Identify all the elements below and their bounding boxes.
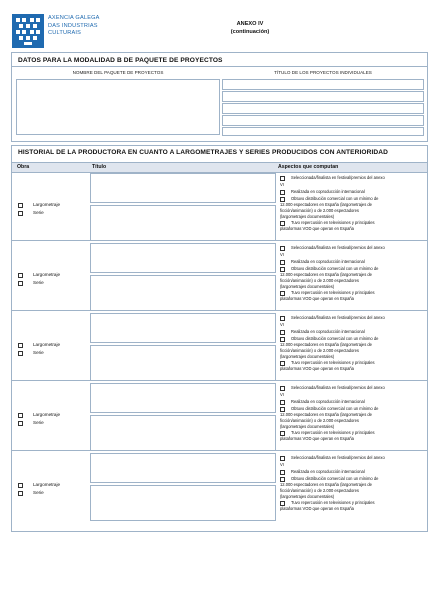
section-title: HISTORIAL DE LA PRODUCTORA EN CUANTO A LARGOMETRAJES Y SERIES PRODUCIDOS CON ANTERIORIDAD [18, 149, 388, 156]
divider [12, 450, 427, 451]
project-title-field[interactable] [222, 79, 424, 90]
project-title-field[interactable] [222, 127, 424, 136]
serie-checkbox[interactable] [18, 211, 23, 216]
column-header-aspectos: Aspectos que computan [278, 164, 339, 170]
modality-b-section [11, 52, 428, 142]
aspect-label: (largometrajes documentales) [280, 284, 335, 289]
serie-checkbox[interactable] [18, 281, 23, 286]
serie-checkbox[interactable] [18, 351, 23, 356]
largometraje-checkbox[interactable] [18, 343, 23, 348]
aspect-label: 12.000 espectadores en España (largometrajes de [280, 272, 372, 277]
aspect-label: Realizada en coproducción internacional [291, 469, 365, 474]
aspect-label: ficción/animación) o de 2.000 espectadores [280, 488, 359, 493]
aspect-label: plataformas VOD que operan en España [280, 226, 354, 231]
aspect-label: Realizada en coproducción internacional [291, 259, 365, 264]
column-header-package-name: NOMBRE DEL PAQUETE DE PROYECTOS [72, 70, 164, 75]
aspect-label: ficción/animación) o de 2.000 espectadores [280, 348, 359, 353]
annex-title: ANEXO IV [236, 21, 264, 27]
logo-line: CULTURAIS [48, 30, 82, 37]
aspect-label: VI [280, 392, 284, 397]
galicia-crest-icon [12, 14, 44, 48]
aspect-label: Seleccionada/finalista en festival/premios del anexo [291, 455, 385, 460]
largometraje-label: Largometraje [33, 202, 61, 207]
divider [12, 240, 427, 241]
largometraje-label: Largometraje [33, 342, 61, 347]
aspect-checkbox-festival[interactable] [280, 176, 285, 181]
title-field-extra[interactable] [90, 415, 276, 451]
serie-checkbox[interactable] [18, 421, 23, 426]
aspect-label: Obtuvo distribución comercial con un mínimo de [291, 196, 379, 201]
aspect-checkbox-coproduction[interactable] [280, 330, 285, 335]
aspect-label: Tuvo repercusión en televisiones y principales [291, 290, 375, 295]
annex-subtitle: (continuación) [230, 29, 270, 35]
serie-label: Serie [33, 280, 44, 285]
aspect-label: Realizada en coproducción internacional [291, 399, 365, 404]
aspect-label: plataformas VOD que operan en España [280, 296, 354, 301]
logo-text [48, 15, 108, 38]
largometraje-checkbox[interactable] [18, 413, 23, 418]
aspect-label: Realizada en coproducción internacional [291, 189, 365, 194]
aspect-label: Seleccionada/finalista en festival/premios del anexo [291, 385, 385, 390]
history-row [12, 452, 427, 521]
logo-line: DAS INDUSTRIAS [48, 22, 98, 29]
package-name-field[interactable] [16, 79, 220, 135]
section-title: DATOS PARA LA MODALIDAD B DE PAQUETE DE PROYECTOS [18, 57, 223, 64]
aspect-label: VI [280, 322, 284, 327]
aspect-label: 12.000 espectadores en España (largometrajes de [280, 482, 372, 487]
aspect-label: (largometrajes documentales) [280, 214, 335, 219]
title-field[interactable] [90, 313, 276, 343]
divider [12, 66, 427, 67]
aspect-label: Tuvo repercusión en televisiones y principales [291, 430, 375, 435]
aspect-label: (largometrajes documentales) [280, 494, 335, 499]
history-row [12, 172, 427, 241]
logo-line: AXENCIA GALEGA [48, 15, 100, 21]
largometraje-label: Largometraje [33, 272, 61, 277]
largometraje-checkbox[interactable] [18, 273, 23, 278]
title-field-extra[interactable] [90, 275, 276, 311]
agency-logo [12, 14, 100, 50]
aspect-label: Seleccionada/finalista en festival/premios del anexo [291, 315, 385, 320]
aspect-checkbox-festival[interactable] [280, 316, 285, 321]
aspect-checkbox-coproduction[interactable] [280, 260, 285, 265]
largometraje-label: Largometraje [33, 482, 61, 487]
production-history-section [11, 145, 428, 532]
divider [12, 380, 427, 381]
serie-label: Serie [33, 490, 44, 495]
aspect-label: 12.000 espectadores en España (largometrajes de [280, 412, 372, 417]
column-header-obra: Obra [17, 164, 30, 170]
aspect-checkbox-coproduction[interactable] [280, 400, 285, 405]
aspect-label: ficción/animación) o de 2.000 espectadores [280, 208, 359, 213]
title-field[interactable] [90, 453, 276, 483]
title-field-extra[interactable] [90, 205, 276, 241]
aspect-label: plataformas VOD que operan en España [280, 506, 354, 511]
aspect-label: ficción/animación) o de 2.000 espectadores [280, 278, 359, 283]
aspect-label: plataformas VOD que operan en España [280, 436, 354, 441]
aspect-label: 12.000 espectadores en España (largometrajes de [280, 342, 372, 347]
aspect-label: plataformas VOD que operan en España [280, 366, 354, 371]
aspect-label: (largometrajes documentales) [280, 424, 335, 429]
aspect-label: Seleccionada/finalista en festival/premios del anexo [291, 175, 385, 180]
aspect-checkbox-festival[interactable] [280, 386, 285, 391]
aspect-label: Tuvo repercusión en televisiones y principales [291, 220, 375, 225]
aspect-label: Obtuvo distribución comercial con un mínimo de [291, 476, 379, 481]
aspect-checkbox-coproduction[interactable] [280, 470, 285, 475]
largometraje-label: Largometraje [33, 412, 61, 417]
title-field[interactable] [90, 383, 276, 413]
aspect-checkbox-coproduction[interactable] [280, 190, 285, 195]
column-header-project-titles: TÍTULO DE LOS PROYECTOS INDIVIDUALES [274, 70, 372, 75]
title-field[interactable] [90, 243, 276, 273]
aspect-label: Obtuvo distribución comercial con un mínimo de [291, 266, 379, 271]
aspect-label: Tuvo repercusión en televisiones y principales [291, 500, 375, 505]
project-title-field[interactable] [222, 91, 424, 102]
aspect-label: Seleccionada/finalista en festival/premios del anexo [291, 245, 385, 250]
aspect-label: VI [280, 252, 284, 257]
title-field-extra[interactable] [90, 345, 276, 381]
divider [12, 310, 427, 311]
project-title-field[interactable] [222, 103, 424, 114]
aspect-label: Obtuvo distribución comercial con un mínimo de [291, 406, 379, 411]
title-field-extra[interactable] [90, 485, 276, 521]
largometraje-checkbox[interactable] [18, 483, 23, 488]
largometraje-checkbox[interactable] [18, 203, 23, 208]
aspect-label: (largometrajes documentales) [280, 354, 335, 359]
history-row [12, 242, 427, 311]
aspect-label: Realizada en coproducción internacional [291, 329, 365, 334]
serie-checkbox[interactable] [18, 491, 23, 496]
aspect-label: VI [280, 182, 284, 187]
aspect-label: 12.000 espectadores en España (largometrajes de [280, 202, 372, 207]
aspect-checkbox-festival[interactable] [280, 456, 285, 461]
annex-heading [200, 20, 300, 36]
aspect-label: Obtuvo distribución comercial con un mínimo de [291, 336, 379, 341]
history-row [12, 312, 427, 381]
aspect-label: VI [280, 462, 284, 467]
serie-label: Serie [33, 210, 44, 215]
aspect-label: Tuvo repercusión en televisiones y principales [291, 360, 375, 365]
serie-label: Serie [33, 350, 44, 355]
aspect-label: ficción/animación) o de 2.000 espectadores [280, 418, 359, 423]
project-title-field[interactable] [222, 115, 424, 126]
title-field[interactable] [90, 173, 276, 203]
serie-label: Serie [33, 420, 44, 425]
history-row [12, 382, 427, 451]
aspect-checkbox-festival[interactable] [280, 246, 285, 251]
column-header-titulo: Título [92, 164, 107, 170]
